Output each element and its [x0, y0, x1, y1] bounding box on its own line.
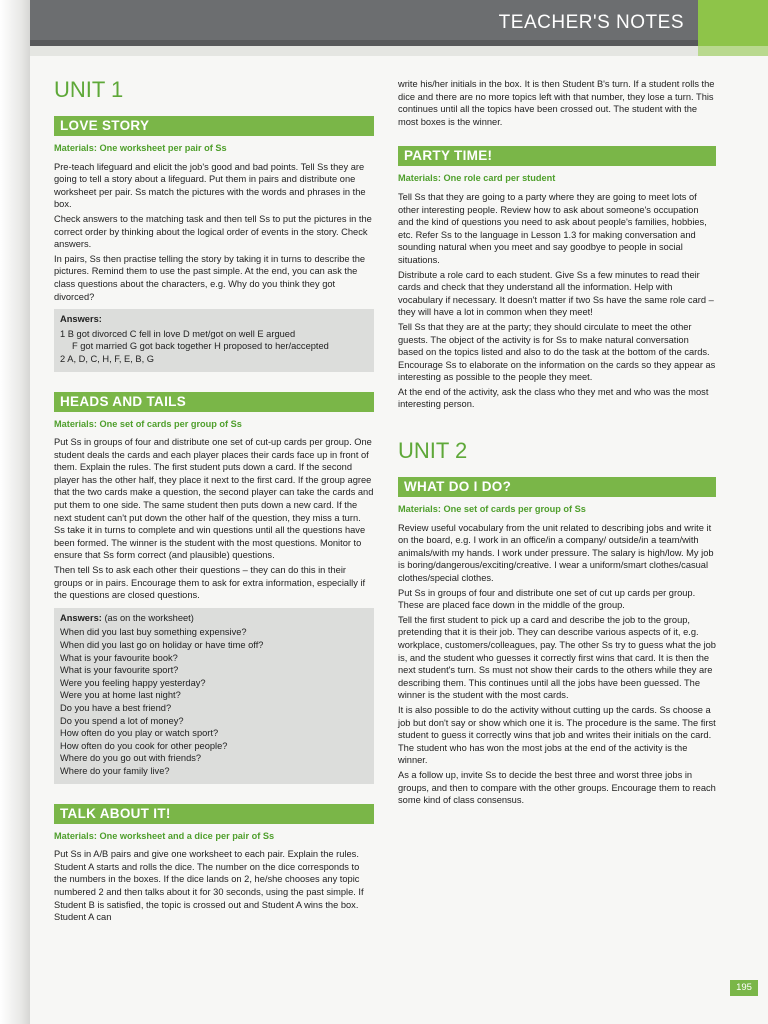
answer-line: When did you last go on holiday or have time off?: [60, 640, 264, 650]
answer-line: Were you feeling happy yesterday?: [60, 677, 206, 688]
paragraph: Put Ss in groups of four and distribute one set of cut up cards per group. These are placed face down in the middle of the group.: [398, 587, 696, 611]
unit-1-title: UNIT 1: [54, 77, 124, 102]
header-accent-block: [698, 0, 768, 46]
materials-line: Materials: One role card per student: [398, 173, 556, 184]
answer-line: F got married G got back together H proposed to her/accepted: [72, 341, 329, 352]
answers-title-row: [60, 612, 368, 625]
answer-line: Do you have a best friend?: [60, 702, 172, 713]
continuation-paragraph: write his/her initials in the box. It is then Student B's turn. If a student rolls the dice and there are no more topics left with that number, they lose a turn. This continues until all the topics have been crossed out. The student with the most boxes is the winner.: [398, 79, 715, 127]
answers-note: (as on the worksheet): [104, 612, 194, 623]
header-title: TEACHER'S NOTES: [498, 12, 684, 33]
book-spine: [0, 0, 30, 1024]
section-party-time: [398, 146, 716, 411]
header-stripe: [30, 46, 768, 56]
materials-line: Materials: One set of cards per group of Ss: [54, 418, 242, 429]
section-heading: TALK ABOUT IT!: [54, 804, 374, 824]
section-heads-and-tails: [54, 392, 374, 784]
paragraph: Then tell Ss to ask each other their questions – they can do this in their groups or in pairs. Encourage them to ask for extra information, especially if the questions are closed questions.: [54, 565, 366, 601]
right-column: [398, 62, 716, 809]
paragraph: Tell the first student to pick up a card and describe the job to the group, pretending that it is their job. They can describe various aspects of it, e.g. workplace, customers/colleagues, pay. The other Ss try to guess what the job is, and the student who guesses it correctly first wins that card. It is then the next student's turn. Ss must not show their cards to the others while they are describing them. This continues until all the jobs have been guessed. The winner is the student with the most cards.: [398, 614, 716, 701]
section-heading: WHAT DO I DO?: [398, 477, 716, 497]
paragraph: Distribute a role card to each student. Give Ss a few minutes to read their cards and check that they understand all the information. Help with vocabulary if necessary. It doesn't matter if two Ss have the same role card – they will have a lot in common when they meet!: [398, 269, 714, 318]
answer-line: Do you spend a lot of money?: [60, 715, 184, 726]
answers-box: [54, 608, 374, 784]
paragraph: At the end of the activity, ask the class who they met and who was the most interesting person.: [398, 386, 709, 410]
paragraph: Check answers to the matching task and then tell Ss to put the pictures in the correct order by thinking about the logical order of events in the story. Check answers.: [54, 213, 372, 250]
paragraph: Review useful vocabulary from the unit related to describing jobs and write it on the board, e.g. I work in an office/in a company/ outside/in a team/with animals/with my hands. I work under pressure. The salary is high/low. My job is boring/dangerous/exciting/creative. I wear a uniform/smart clothes/casual clothes/special clothes.: [398, 522, 714, 584]
spacer: [54, 794, 374, 804]
materials-line: Materials: One worksheet and a dice per pair of Ss: [54, 830, 275, 841]
section-what-do-i-do: [398, 477, 716, 807]
answer-line: How often do you play or watch sport?: [60, 728, 219, 739]
spacer: [398, 130, 716, 146]
page: [30, 0, 768, 1024]
section-talk-about-it: [54, 804, 374, 924]
answer-line: 1 B got divorced C fell in love D met/got on well E argued: [60, 328, 296, 339]
paragraph: Pre-teach lifeguard and elicit the job's good and bad points. Tell Ss they are going to tell a story about a lifeguard. Put them in pairs and distribute one worksheet per pair. Ss match the pictures with the words and phrases in the box.: [54, 161, 366, 210]
spacer: [54, 382, 374, 392]
header-bar: [30, 0, 768, 46]
answer-line: Were you at home last night?: [60, 690, 181, 701]
paragraph: Tell Ss that they are going to a party where they are going to meet lots of other interesting people. Review how to ask about someone's occupation and the kind of questions you need to ask about people's families, hobbies, etc. Refer Ss to the language in Lesson 1.3 for making conversation and sounding natural when you meet and say goodbye to people in social situations.: [398, 191, 707, 265]
answers-title: Answers:: [60, 612, 102, 623]
materials-line: Materials: One worksheet per pair of Ss: [54, 143, 227, 153]
section-love-story: [54, 116, 374, 372]
answers-box: [54, 309, 374, 371]
paragraph: Put Ss in groups of four and distribute one set of cut-up cards per group. One student deals the cards and each player places their cards face up in front of them. Explain the rules. The first student puts down a card. If the second player has the other half, they place it next to the first card. If the group agree that the two cards make a question, the second player can take the cards and put them to one side. The same student then puts down a new card. If the next student can't put down the other half of the question, they miss a turn. Ss take it in turns to complete and win questions until all the questions have been formed. The winner is the student with the most questions. Monitor to ensure that Ss form correct (and plausible) questions.: [54, 437, 374, 561]
paragraph: It is also possible to do the activity without cutting up the cards. Ss choose a job but don't say or show which one it is. The procedure is the same. The first student to guess it correctly wins that job and writes their initials on the card. The student who has won the most jobs at the end of the activity is the winner.: [398, 704, 716, 766]
answer-line: What is your favourite book?: [60, 652, 178, 663]
spacer: [398, 413, 716, 423]
paragraph: Put Ss in A/B pairs and give one worksheet to each pair. Explain the rules. Student A starts and rolls the dice. The number on the dice corresponds to the numbers in the boxes. If the dice lands on 2, he/she chooses any topic numbered 2 and then talks about it for 30 seconds, using the past simple. If Student B is satisfied, the topic is crossed out and Student A wins the box. Student A can: [54, 849, 364, 923]
materials-line: Materials: One set of cards per group of Ss: [398, 504, 586, 515]
answer-line: What is your favourite sport?: [60, 665, 179, 676]
answer-line: 2 A, D, C, H, F, E, B, G: [60, 353, 155, 364]
section-heading: HEADS AND TAILS: [54, 392, 374, 412]
answer-line: Where do your family live?: [60, 765, 170, 776]
paragraph: Tell Ss that they are at the party; they should circulate to meet the other guests. The object of the activity is for Ss to make natural conversation based on the topics listed and also to do the task at the bottom of the cards. Encourage Ss to elaborate on the information on the cards so they appear as interesting as possible to the people they meet.: [398, 321, 716, 383]
unit-2-title: UNIT 2: [398, 438, 468, 464]
answer-line: When did you last buy something expensive?: [60, 627, 247, 638]
section-heading: LOVE STORY: [54, 116, 374, 136]
answers-title: Answers:: [60, 314, 102, 325]
paragraph: In pairs, Ss then practise telling the story by taking it in turns to describe the pictures. Remind them to use the past simple. At the end, you can ask the class questions about the characters, e.g. Why do you think they got divorced?: [54, 253, 366, 302]
page-number: 195: [730, 980, 758, 996]
left-column: [54, 62, 374, 926]
header-stripe-accent: [698, 46, 768, 56]
paragraph: As a follow up, invite Ss to decide the best three and worst three jobs in groups, and then to compare with the other groups. Encourage them to reach some kind of class consensus.: [398, 769, 716, 806]
section-heading: PARTY TIME!: [398, 146, 716, 166]
answer-line: Where do you go out with friends?: [60, 753, 202, 764]
answer-line: How often do you cook for other people?: [60, 740, 228, 751]
